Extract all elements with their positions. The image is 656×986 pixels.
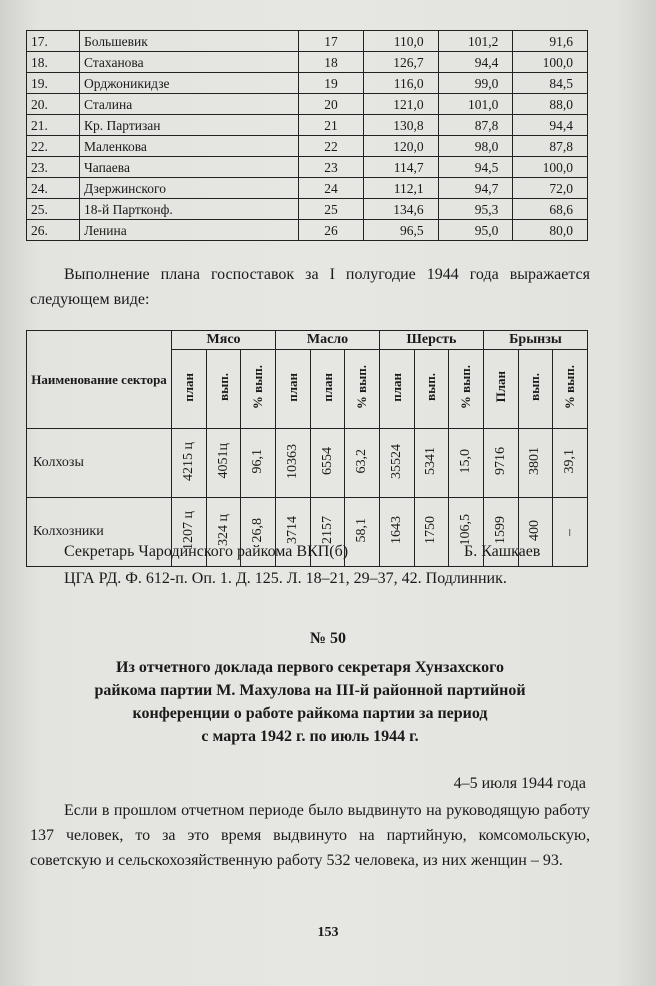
table-cell (449, 429, 484, 498)
table-cell: Орджоникидзе (80, 73, 299, 94)
table-cell: Сталина (80, 94, 299, 115)
subheader-label: вып. (527, 373, 543, 401)
table-row (27, 94, 588, 115)
signature-line (64, 540, 594, 564)
cell-value: 26,8 (250, 517, 266, 543)
table-cell: 94,4 (438, 52, 513, 73)
table-cell (518, 429, 553, 498)
document-number: № 50 (309, 630, 347, 647)
table-cell: 100,0 (513, 157, 588, 178)
column-subheader (518, 350, 553, 429)
column-subheader (310, 350, 345, 429)
column-subheader (380, 350, 415, 429)
cell-value: 63,2 (354, 448, 370, 474)
table-cell: 22 (299, 136, 364, 157)
table-cell: 99,0 (438, 73, 513, 94)
table-cell: Большевик (80, 31, 299, 52)
table-cell: 110,0 (364, 31, 439, 52)
column-subheader (553, 350, 588, 429)
paragraph-plan-intro: Выполнение плана госпоставок за I полугодие 1944 года выражается следующем виде: (30, 266, 590, 308)
group-header: Масло (276, 331, 380, 350)
table-row (27, 31, 588, 52)
table-cell (483, 429, 518, 498)
table-cell: 130,8 (364, 115, 439, 136)
subheader-label: План (492, 371, 508, 403)
table-cell (241, 429, 276, 498)
cell-value: 324 ц (215, 514, 231, 546)
column-subheader (483, 350, 518, 429)
table-cell: 20 (299, 94, 364, 115)
cell-value: 106,5 (458, 514, 474, 546)
table-cell: 116,0 (364, 73, 439, 94)
cell-value: 39,1 (562, 448, 578, 474)
column-subheader (241, 350, 276, 429)
cell-value: 1599 (492, 516, 508, 544)
table-row (27, 199, 588, 220)
table-cell: 21 (299, 115, 364, 136)
table-cell: 87,8 (513, 136, 588, 157)
table-cell: 26 (299, 220, 364, 241)
table-cell: 126,7 (364, 52, 439, 73)
table-cell: 25. (27, 199, 80, 220)
table-cell (206, 429, 241, 498)
table-cell: 19. (27, 73, 80, 94)
table-cell: 24. (27, 178, 80, 199)
table-cell: 95,0 (438, 220, 513, 241)
table-cell: 80,0 (513, 220, 588, 241)
row-label: Колхозники (27, 498, 172, 567)
subheader-label: план (284, 372, 300, 402)
cell-value: 58,1 (354, 517, 370, 543)
cell-value: 4051ц (215, 443, 231, 479)
cell-value: 400 (527, 519, 543, 541)
table-cell: Дзержинского (80, 178, 299, 199)
column-subheader (172, 350, 207, 429)
subheader-label: % вып. (250, 364, 266, 410)
table-row (27, 136, 588, 157)
group-header: Мясо (172, 331, 276, 350)
table-cell: 84,5 (513, 73, 588, 94)
table-row (27, 220, 588, 241)
table-cell (172, 429, 207, 498)
table-row (27, 52, 588, 73)
cell-value: 2157 (319, 516, 335, 544)
table-cell: 22. (27, 136, 80, 157)
column-subheader (345, 350, 380, 429)
table-cell: 91,6 (513, 31, 588, 52)
table-cell: 19 (299, 73, 364, 94)
table-cell: 95,3 (438, 199, 513, 220)
column-subheader (276, 350, 311, 429)
table-cell: 18. (27, 52, 80, 73)
table-cell: 96,5 (364, 220, 439, 241)
table-cell: Кр. Партизан (80, 115, 299, 136)
heading-line: Из отчетного доклада первого секретаря Хунзахского (116, 659, 504, 676)
table-cell: 17. (27, 31, 80, 52)
table-cell: Чапаева (80, 157, 299, 178)
subheader-label: план (180, 372, 196, 402)
table-cell (345, 429, 380, 498)
archive-reference: ЦГА РД. Ф. 612-п. Оп. 1. Д. 125. Л. 18–21, 29–37, 42. Подлинник. (64, 570, 507, 587)
subheader-label: план (388, 372, 404, 402)
table-cell: Ленина (80, 220, 299, 241)
table-cell: 101,0 (438, 94, 513, 115)
cell-value: 3714 (284, 516, 300, 544)
heading-line: с марта 1942 г. по июль 1944 г. (201, 728, 419, 745)
table-cell: 112,1 (364, 178, 439, 199)
cell-value: – (562, 529, 578, 536)
table-cell (553, 429, 588, 498)
group-header: Шерсть (380, 331, 484, 350)
cell-value: 1643 (388, 516, 404, 544)
table-cell (380, 429, 415, 498)
table-row (27, 157, 588, 178)
cell-value: 96,1 (250, 448, 266, 474)
cell-value: 9716 (492, 447, 508, 475)
cell-value: 3801 (527, 447, 543, 475)
cell-value: 10363 (284, 443, 300, 479)
table-collective-farms (26, 30, 588, 241)
signature-name: Б. Кашкаев (464, 543, 541, 560)
table-cell: 25 (299, 199, 364, 220)
subheader-label: вып. (423, 373, 439, 401)
table-cell: 21. (27, 115, 80, 136)
cell-value: 15,0 (458, 448, 474, 474)
column-subheader (414, 350, 449, 429)
table-cell: 88,0 (513, 94, 588, 115)
table-cell: 114,7 (364, 157, 439, 178)
table-cell: 98,0 (438, 136, 513, 157)
row-label: Колхозы (27, 429, 172, 498)
table-cell: 94,7 (438, 178, 513, 199)
table-cell: 101,2 (438, 31, 513, 52)
table-cell: 100,0 (513, 52, 588, 73)
table-cell (414, 429, 449, 498)
table-cell: 120,0 (364, 136, 439, 157)
subheader-label: % вып. (354, 364, 370, 410)
table-cell: 87,8 (438, 115, 513, 136)
cell-value: 6554 (319, 447, 335, 475)
group-header: Брынзы (483, 331, 587, 350)
table-cell: 17 (299, 31, 364, 52)
cell-value: 5341 (423, 447, 439, 475)
subheader-label: % вып. (562, 364, 578, 410)
heading-line: райкома партии М. Махулова на III-й районной партийной (94, 682, 526, 699)
body-paragraph: Если в прошлом отчетном периоде было выдвинуто на руководящую работу 137 человек, то за это время выдвинуто на партийную, комсомольскую, советскую и сельскохозяйственную работу 532 человека, из них женщин – 93. (30, 802, 590, 869)
subheader-label: план (319, 372, 335, 402)
cell-value: 4215 ц (180, 441, 196, 481)
table-cell: Маленкова (80, 136, 299, 157)
column-subheader (449, 350, 484, 429)
column-subheader (206, 350, 241, 429)
signature-title: Секретарь Чародинского райкома ВКП(б) (64, 543, 349, 560)
table-cell (276, 429, 311, 498)
table-state-deliveries (26, 330, 588, 567)
table-row (27, 429, 588, 498)
table-cell: 72,0 (513, 178, 588, 199)
document-heading (40, 656, 580, 748)
table-cell: 20. (27, 94, 80, 115)
table-cell: Стаханова (80, 52, 299, 73)
cell-value: 35524 (388, 443, 404, 479)
heading-line: конференции о работе райкома партии за период (132, 705, 488, 722)
cell-value: 1750 (423, 516, 439, 544)
table-cell: 26. (27, 220, 80, 241)
table-cell: 24 (299, 178, 364, 199)
table-cell: 134,6 (364, 199, 439, 220)
table-cell (310, 429, 345, 498)
subheader-label: вып. (215, 373, 231, 401)
table-cell: 23 (299, 157, 364, 178)
table-row (27, 73, 588, 94)
page-number: 153 (317, 925, 339, 940)
document-date: 4–5 июля 1944 года (453, 775, 586, 792)
table-row (27, 178, 588, 199)
table-cell: 18 (299, 52, 364, 73)
table-cell: 68,6 (513, 199, 588, 220)
cell-value: 1207 ц (180, 510, 196, 550)
table-cell: 94,4 (513, 115, 588, 136)
table-cell: 94,5 (438, 157, 513, 178)
table-row (27, 115, 588, 136)
table-cell: 121,0 (364, 94, 439, 115)
table-cell: 23. (27, 157, 80, 178)
table-cell: 18-й Партконф. (80, 199, 299, 220)
sector-header: Наименование сектора (27, 331, 172, 429)
subheader-label: % вып. (458, 364, 474, 410)
